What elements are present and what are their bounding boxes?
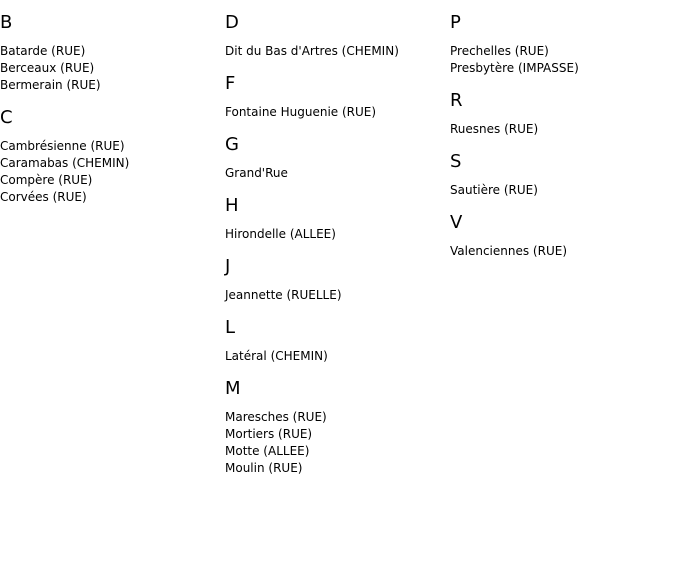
- letter-group-m: [225, 378, 445, 477]
- letter-heading: D: [225, 12, 239, 33]
- street-item[interactable]: Compère (RUE): [0, 173, 93, 187]
- letter-heading: P: [450, 12, 461, 33]
- street-item[interactable]: Sautière (RUE): [450, 183, 538, 197]
- street-item[interactable]: Dit du Bas d'Artres (CHEMIN): [225, 44, 399, 58]
- street-item[interactable]: Presbytère (IMPASSE): [450, 61, 579, 75]
- street-item[interactable]: Fontaine Huguenie (RUE): [225, 105, 377, 119]
- street-item[interactable]: Bermerain (RUE): [0, 78, 101, 92]
- letter-group-s: [450, 151, 670, 199]
- letter-heading: J: [225, 256, 231, 277]
- letter-heading: M: [225, 378, 241, 399]
- letter-group-j: [225, 256, 445, 304]
- letter-heading: R: [450, 90, 463, 111]
- street-list: [225, 226, 445, 243]
- street-item[interactable]: Moulin (RUE): [225, 461, 303, 475]
- street-item[interactable]: Jeannette (RUELLE): [225, 288, 342, 302]
- letter-heading: V: [450, 212, 463, 233]
- street-list: [450, 182, 670, 199]
- letter-group-l: [225, 317, 445, 365]
- letter-heading: H: [225, 195, 239, 216]
- street-item[interactable]: Grand'Rue: [225, 166, 288, 180]
- letter-group-v: [450, 212, 670, 260]
- letter-group-g: [225, 134, 445, 182]
- street-list: [0, 43, 220, 94]
- street-item[interactable]: Batarde (RUE): [0, 44, 86, 58]
- letter-group-c: [0, 107, 220, 206]
- letter-group-h: [225, 195, 445, 243]
- street-list: [225, 287, 445, 304]
- street-item[interactable]: Valenciennes (RUE): [450, 244, 567, 258]
- street-list: [225, 165, 445, 182]
- column-3: [450, 12, 670, 273]
- street-list: [450, 43, 670, 77]
- street-list: [225, 348, 445, 365]
- street-item[interactable]: Prechelles (RUE): [450, 44, 549, 58]
- street-list: [225, 43, 445, 60]
- letter-heading: C: [0, 107, 13, 128]
- letter-group-f: [225, 73, 445, 121]
- column-1: [0, 12, 220, 219]
- letter-heading: L: [225, 317, 236, 338]
- street-item[interactable]: Caramabas (CHEMIN): [0, 156, 130, 170]
- street-item[interactable]: Latéral (CHEMIN): [225, 349, 328, 363]
- street-list: [450, 121, 670, 138]
- letter-group-b: [0, 12, 220, 94]
- letter-heading: G: [225, 134, 239, 155]
- street-list: [450, 243, 670, 260]
- street-list: [0, 138, 220, 206]
- street-list: [225, 409, 445, 477]
- street-item[interactable]: Corvées (RUE): [0, 190, 87, 204]
- letter-group-d: [225, 12, 445, 60]
- street-item[interactable]: Cambrésienne (RUE): [0, 139, 125, 153]
- street-item[interactable]: Berceaux (RUE): [0, 61, 95, 75]
- letter-group-p: [450, 12, 670, 77]
- column-2: [225, 12, 445, 490]
- street-item[interactable]: Mortiers (RUE): [225, 427, 313, 441]
- letter-heading: B: [0, 12, 13, 33]
- street-item[interactable]: Maresches (RUE): [225, 410, 327, 424]
- letter-heading: F: [225, 73, 236, 94]
- letter-group-r: [450, 90, 670, 138]
- street-list: [225, 104, 445, 121]
- street-item[interactable]: Ruesnes (RUE): [450, 122, 539, 136]
- letter-heading: S: [450, 151, 462, 172]
- street-item[interactable]: Hirondelle (ALLEE): [225, 227, 336, 241]
- street-item[interactable]: Motte (ALLEE): [225, 444, 310, 458]
